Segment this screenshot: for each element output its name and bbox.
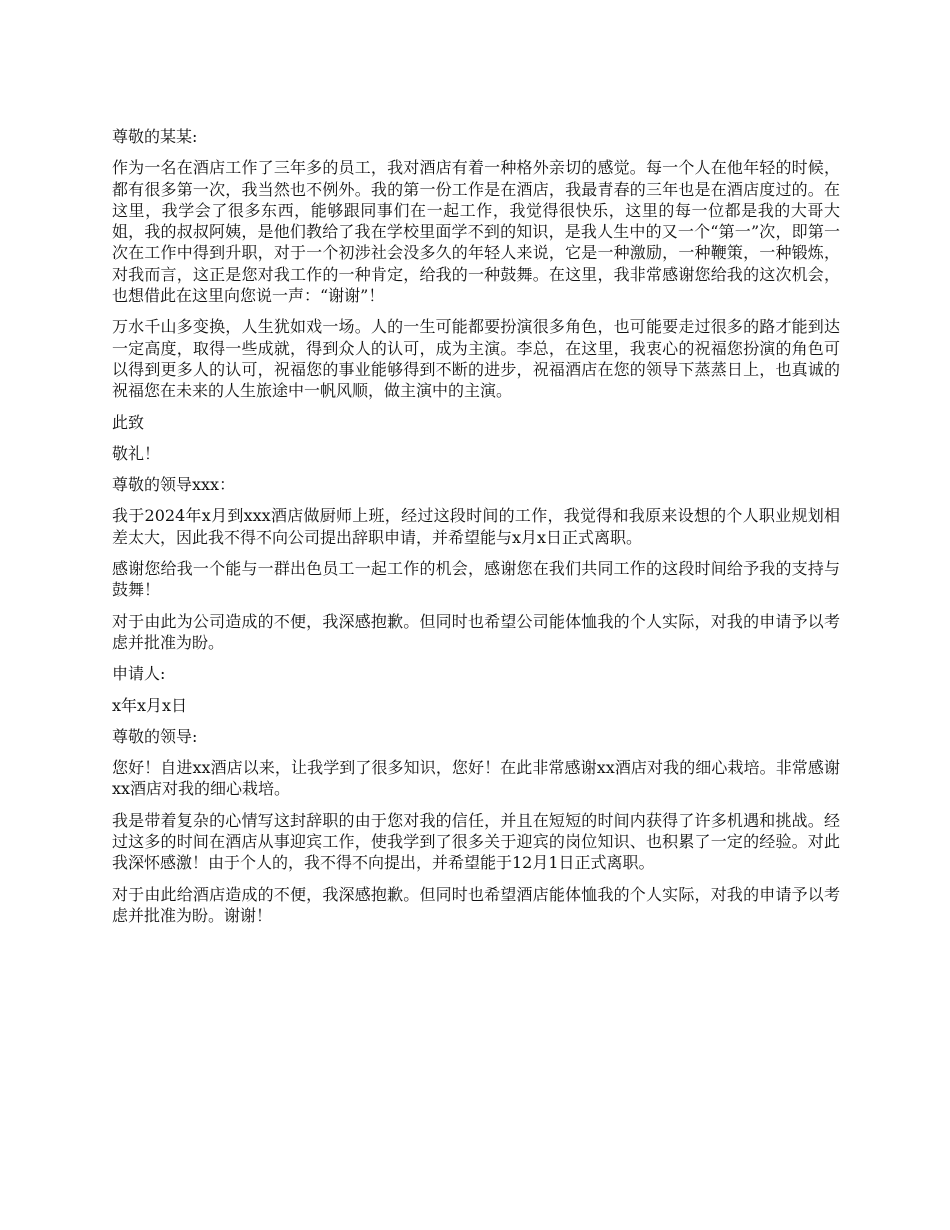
salutation-2: 尊敬的领导xxx： (112, 475, 236, 495)
closing-line-2: 敬礼！ (112, 443, 161, 463)
body-paragraph-8: 对于由此给酒店造成的不便，我深感抱歉。但同时也希望酒店能体恤我的个人实际，对我的申请予以考虑并批准为盼。谢谢！ (112, 884, 840, 925)
body-paragraph-5: 对于由此为公司造成的不便，我深感抱歉。但同时也希望公司能体恤我的个人实际，对我的申请予以考虑并批准为盼。 (112, 611, 840, 652)
body-paragraph-7: 我是带着复杂的心情写这封辞职的由于您对我的信任，并且在短短的时间内获得了许多机遇和挑战。经过这多的时间在酒店从事迎宾工作，使我学到了很多关于迎宾的岗位知识、也积累了一定的经验。对此我深怀感激！由于个人的，我不得不向提出，并希望能于12月1日正式离职。 (112, 810, 840, 873)
body-paragraph-3: 我于2024年x月到xxx酒店做厨师上班，经过这段时间的工作，我觉得和我原来设想的个人职业规划相差太大，因此我不得不向公司提出辞职申请，并希望能与x月x日正式离职。 (112, 506, 840, 547)
body-paragraph-2: 万水千山多变换，人生犹如戏一场。人的一生可能都要扮演很多角色，也可能要走过很多的路才能到达一定高度，取得一些成就，得到众人的认可，成为主演。李总，在这里，我衷心的祝福您扮演的角色可以得到更多人的认可，祝福您的事业能够得到不断的进步，祝福酒店在您的领导下蒸蒸日上，也真诚的祝福您在未来的人生旅途中一帆风顺，做主演中的主演。 (112, 317, 840, 401)
body-paragraph-1: 作为一名在酒店工作了三年多的员工，我对酒店有着一种格外亲切的感觉。每一个人在他年轻的时候，都有很多第一次，我当然也不例外。我的第一份工作是在酒店，我最青春的三年也是在酒店度过的。在这里，我学会了很多东西，能够跟同事们在一起工作，我觉得很快乐，这里的每一位都是我的大哥大姐，我的叔叔阿姨，是他们教给了我在学校里面学不到的知识，是我人生中的又一个“第一”次，即第一次在工作中得到升职，对于一个初涉社会没多久的年轻人来说，它是一种激励，一种鞭策，一种锻炼，对我而言，这正是您对我工作的一种肯定，给我的一种鼓舞。在这里，我非常感谢您给我的这次机会，也想借此在这里向您说一声：“谢谢”！ (112, 158, 840, 306)
salutation-3: 尊敬的领导: (112, 726, 198, 746)
salutation-1: 尊敬的某某: (112, 127, 198, 146)
signature-date: x年x月x日 (112, 695, 188, 715)
body-paragraph-4: 感谢您给我一个能与一群出色员工一起工作的机会，感谢您在我们共同工作的这段时间给予我的支持与鼓舞！ (112, 559, 840, 600)
body-paragraph-6: 您好！自进xx酒店以来，让我学到了很多知识，您好！在此非常感谢xx酒店对我的细心栽培。非常感谢xx酒店对我的细心栽培。 (112, 758, 840, 799)
closing-line-1: 此致 (112, 412, 145, 432)
signature-applicant: 申请人: (112, 664, 166, 684)
